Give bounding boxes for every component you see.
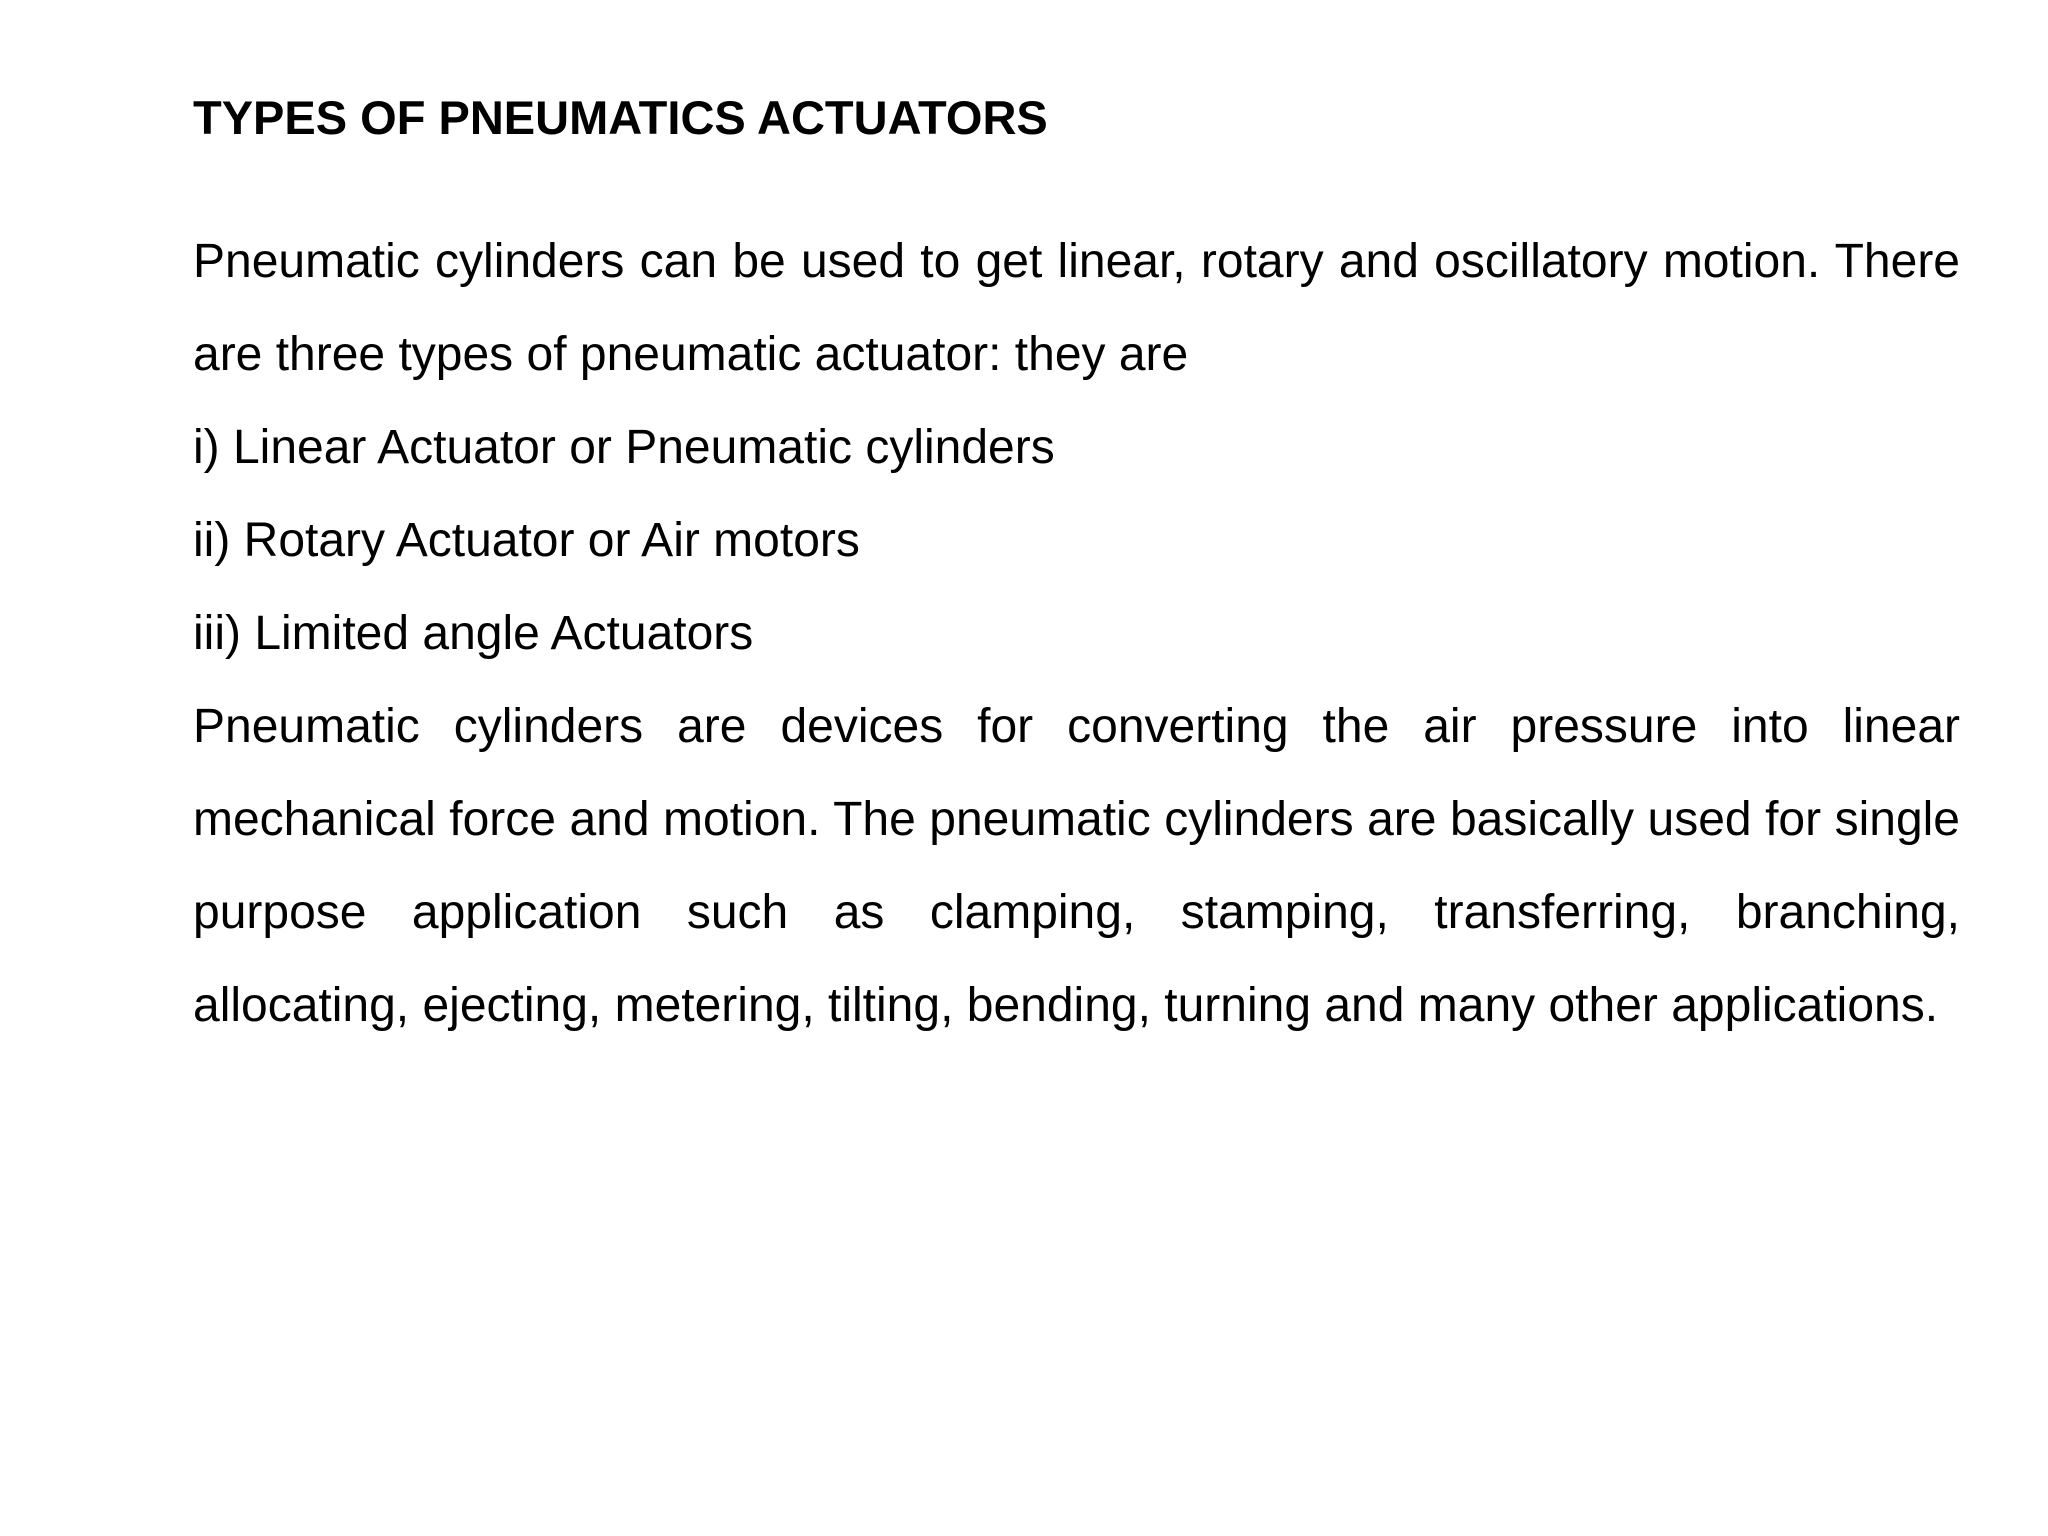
slide-body [193,215,1960,1052]
intro-paragraph: Pneumatic cylinders can be used to get linear, rotary and oscillatory motion. There are three types of pneumatic actuator: they are [193,235,1960,381]
list-item-linear-actuator: i) Linear Actuator or Pneumatic cylinders [193,421,1055,474]
description-paragraph: Pneumatic cylinders are devices for converting the air pressure into linear mechanical force and motion. The pneumatic cylinders are basically used for single purpose application such as clamping, stamping, transferring, branching, allocating, ejecting, metering, tilting, bending, turning and many other applications. [193,700,1960,1032]
slide-title: TYPES OF PNEUMATICS ACTUATORS [193,91,1048,144]
list-item-rotary-actuator: ii) Rotary Actuator or Air motors [193,514,860,567]
list-item-limited-angle-actuator: iii) Limited angle Actuators [193,607,754,660]
